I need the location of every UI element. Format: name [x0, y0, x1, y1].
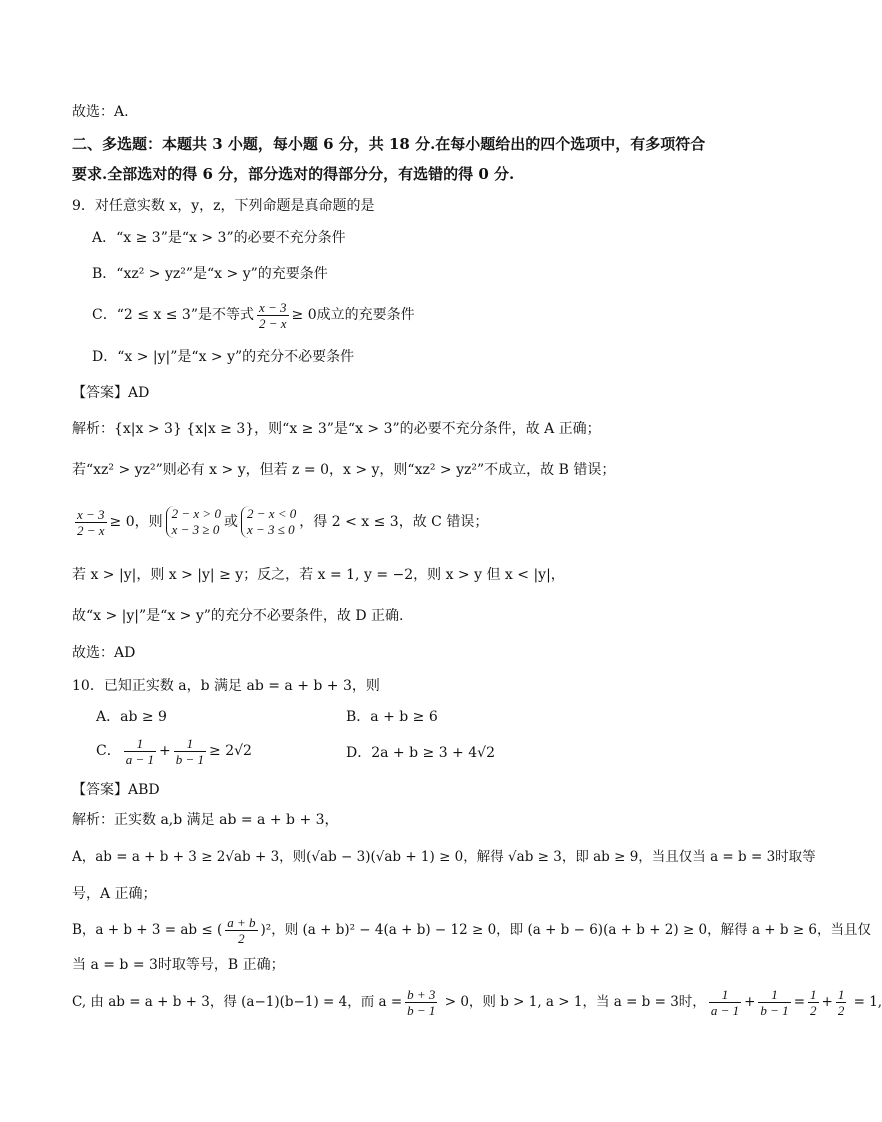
option-10c-label: C． [96, 743, 121, 759]
solution-10-c-head: C, 由 ab = a + b + 3，得 (a−1)(b−1) = 4，而 a = [72, 994, 403, 1010]
question-9-option-b: B．“xz² > yz²”是“x > y”的充要条件 [92, 266, 328, 282]
half-frac-1: $\frac{1}{2}$ [810, 987, 817, 1018]
answer-10: 【答案】ABD [72, 782, 160, 798]
question-10-option-b: B．a + b ≥ 6 [346, 709, 438, 725]
question-9-stem: 9．对任意实数 x，y，z，下列命题是真命题的是 [72, 198, 375, 214]
solution-10-b [72, 910, 871, 950]
plus-sign: + [159, 743, 171, 759]
solution-10-b-head: B，a + b + 3 = ab ≤ ( [72, 922, 223, 938]
question-9-option-c [92, 298, 415, 332]
plus-sign-2: + [744, 994, 756, 1010]
prev-answer-line: 故选：A. [72, 104, 129, 120]
question-10-option-a: A．ab ≥ 9 [96, 709, 167, 725]
solution-10-b-cont: 当 a = b = 3时取等号，B 正确； [72, 957, 285, 973]
answer-9: 【答案】AD [72, 385, 150, 401]
solution-9-d-conclusion: 故“x > |y|”是“x > y”的充分不必要条件，故 D 正确. [72, 608, 404, 624]
sum-frac-1: $\frac{1}{a - 1}$ [710, 987, 740, 1018]
solution-c-tail: ，得 2 < x ≤ 3，故 C 错误； [299, 514, 489, 530]
solution-9-d: 若 x > |y|，则 x > |y| ≥ y；反之，若 x = 1, y = −2，则 x > y 但 x < |y|， [72, 567, 565, 583]
solution-10-a-cont: 号，A 正确； [72, 886, 157, 902]
question-9-option-a: A．“x ≥ 3”是“x > 3”的必要不充分条件 [92, 230, 346, 246]
or-text: 或 [223, 514, 238, 530]
solution-9-intro: 解析：{x|x > 3} {x|x ≥ 3}，则“x ≥ 3”是“x > 3”的必要不充分条件，故 A 正确； [72, 421, 601, 437]
half-frac-2: $\frac{1}{2}$ [837, 987, 845, 1018]
solution-9-b: 若“xz² > yz²”则必有 x > y，但若 z = 0，x > y，则“xz² > yz²”不成立，故 B 错误； [72, 462, 616, 478]
equals-sign: = [793, 994, 805, 1010]
system-1: 2 − x > 0 x − 3 ≥ 0 [166, 506, 221, 538]
solution-c-ge: ≥ 0，则 [109, 514, 163, 530]
option-c-text: C．“2 ≤ x ≤ 3”是不等式 [92, 307, 254, 323]
solution-c-fraction: $\frac{x - 3}{2 - x}$ [77, 506, 105, 538]
plus-sign-3: + [821, 994, 833, 1010]
a-expr-fraction: $\frac{b + 3}{b - 1}$ [407, 987, 436, 1018]
option-10c-frac-1: $\frac{1}{a - 1}$ [125, 735, 154, 767]
solution-10-b-tail: )²，则 (a + b)² − 4(a + b) − 12 ≥ 0，即 (a + b − 6)(a + b + 2) ≥ 0，解得 a + b ≥ 6，当且仅 [260, 922, 872, 938]
ab-half-fraction: $\frac{a + b}{2}$ [227, 915, 256, 946]
solution-10-a: A，ab = a + b + 3 ≥ 2√ab + 3，则(√ab − 3)(√ab + 1) ≥ 0，解得 √ab ≥ 3，即 ab ≥ 9，当且仅当 a = b = 3时取等 [72, 849, 816, 865]
solution-10-c-tail: = 1, [849, 994, 882, 1010]
solution-10-c-mid: > 0，则 b > 1, a > 1，当 a = b = 3时， [440, 994, 706, 1010]
sum-frac-2: $\frac{1}{b - 1}$ [760, 987, 789, 1018]
system-2: 2 − x < 0 x − 3 ≤ 0 [241, 506, 296, 538]
option-10c-tail: ≥ 2√2 [209, 743, 252, 759]
section-heading-cont: 要求.全部选对的得 6 分，部分选对的得部分分，有选错的得 0 分. [72, 165, 515, 183]
answer-9-final: 故选：AD [72, 645, 136, 661]
option-c-tail: ≥ 0成立的充要条件 [291, 307, 415, 323]
option-10c-frac-2: $\frac{1}{b - 1}$ [175, 735, 205, 767]
option-c-fraction: $\frac{x - 3}{2 - x}$ [259, 299, 287, 331]
question-10-stem: 10．已知正实数 a，b 满足 ab = a + b + 3，则 [72, 678, 380, 694]
section-heading: 二、多选题：本题共 3 小题，每小题 6 分，共 18 分.在每小题给出的四个选项中，有多项符合 [72, 135, 706, 153]
solution-9-c [72, 502, 488, 542]
question-9-option-d: D．“x > |y|”是“x > y”的充分不必要条件 [92, 349, 355, 365]
solution-10-intro: 解析：正实数 a,b 满足 ab = a + b + 3， [72, 812, 339, 828]
solution-10-c [72, 982, 882, 1022]
question-10-option-c [96, 733, 252, 769]
question-10-option-d: D．2a + b ≥ 3 + 4√2 [346, 745, 495, 761]
